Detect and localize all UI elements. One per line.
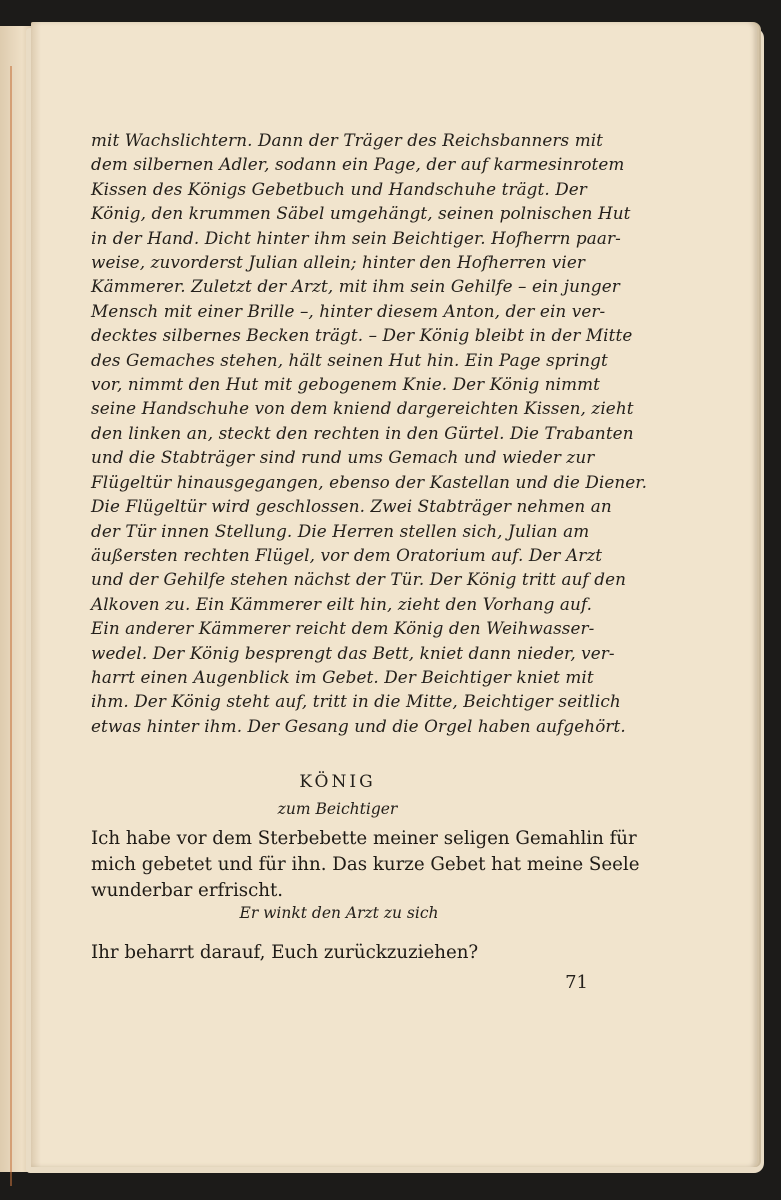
stage-direction-short: Er winkt den Arzt zu sich <box>239 904 439 922</box>
stage-direction-line: in der Hand. Dicht hinter ihm sein Beichtiger. Hofherrn paar- <box>91 227 621 248</box>
stage-direction-short: zum Beichtiger <box>277 800 398 818</box>
stage-direction-block <box>91 128 648 738</box>
stage-direction-line: dem silbernen Adler, sodann ein Page, der auf karmesinrotem <box>91 154 625 175</box>
speech-line: wunderbar erfrischt. <box>91 880 284 901</box>
stage-direction-line: und die Stabträger sind rund ums Gemach und wieder zur <box>91 447 595 468</box>
stage-direction-line: Alkoven zu. Ein Kämmerer eilt hin, zieht den Vorhang auf. <box>91 593 593 614</box>
stage-direction-line: und der Gehilfe stehen nächst der Tür. Der König tritt auf den <box>91 569 627 590</box>
stage-direction-line: König, den krummen Säbel umgehängt, seinen polnischen Hut <box>91 203 631 224</box>
stage-direction-line: Kissen des Königs Gebetbuch und Handschuhe trägt. Der <box>91 178 587 199</box>
stage-direction-line: Flügeltür hinausgegangen, ebenso der Kastellan und die Diener. <box>91 471 648 492</box>
stage-direction-line: des Gemaches stehen, hält seinen Hut hin. Ein Page springt <box>91 349 608 370</box>
stage-direction-line: seine Handschuhe von dem kniend dargereichten Kissen, zieht <box>91 398 634 419</box>
speech-paragraph <box>91 826 640 904</box>
stage-direction-line: Die Flügeltür wird geschlossen. Zwei Stabträger nehmen an <box>91 496 612 517</box>
binding-thread <box>10 66 12 1186</box>
stage-direction-line: ihm. Der König steht auf, tritt in die Mitte, Beichtiger seitlich <box>91 691 621 712</box>
stage-direction-line: etwas hinter ihm. Der Gesang und die Orgel haben aufgehört. <box>91 715 626 736</box>
stage-direction <box>91 128 648 738</box>
stage-direction-line: Mensch mit einer Brille –, hinter diesem Anton, der ein ver- <box>91 300 606 321</box>
speech-line: Ich habe vor dem Sterbebette meiner seligen Gemahlin für <box>91 828 637 849</box>
stage-direction-line: Kämmerer. Zuletzt der Arzt, mit ihm sein Gehilfe – ein junger <box>91 276 620 297</box>
speech-line: Ihr beharrt darauf, Euch zurückzuziehen? <box>91 942 479 963</box>
stage-direction-line: wedel. Der König besprengt das Bett, kniet dann nieder, ver- <box>91 642 615 663</box>
speech-line: mich gebetet und für ihn. Das kurze Gebet hat meine Seele <box>91 854 640 875</box>
speaker-name: KÖNIG <box>299 772 376 792</box>
stage-direction-line: den linken an, steckt den rechten in den Gürtel. Die Trabanten <box>91 422 634 443</box>
stage-direction-line: äußersten rechten Flügel, vor dem Oratorium auf. Der Arzt <box>91 544 603 565</box>
speech-paragraph <box>91 940 591 966</box>
stage-direction-line: decktes silbernes Becken trägt. – Der König bleibt in der Mitte <box>91 325 633 346</box>
stage-direction-line: der Tür innen Stellung. Die Herren stellen sich, Julian am <box>91 520 590 541</box>
stage-direction-line: weise, zuvorderst Julian allein; hinter den Hofherren vier <box>91 252 585 273</box>
page-number: 71 <box>565 972 588 993</box>
stage-direction-line: Ein anderer Kämmerer reicht dem König den Weihwasser- <box>91 618 595 639</box>
stage-direction-line: harrt einen Augenblick im Gebet. Der Beichtiger kniet mit <box>91 666 594 687</box>
stage-direction-line: mit Wachslichtern. Dann der Träger des Reichsbanners mit <box>91 130 604 150</box>
stage-direction-line: vor, nimmt den Hut mit gebogenem Knie. Der König nimmt <box>91 374 601 395</box>
